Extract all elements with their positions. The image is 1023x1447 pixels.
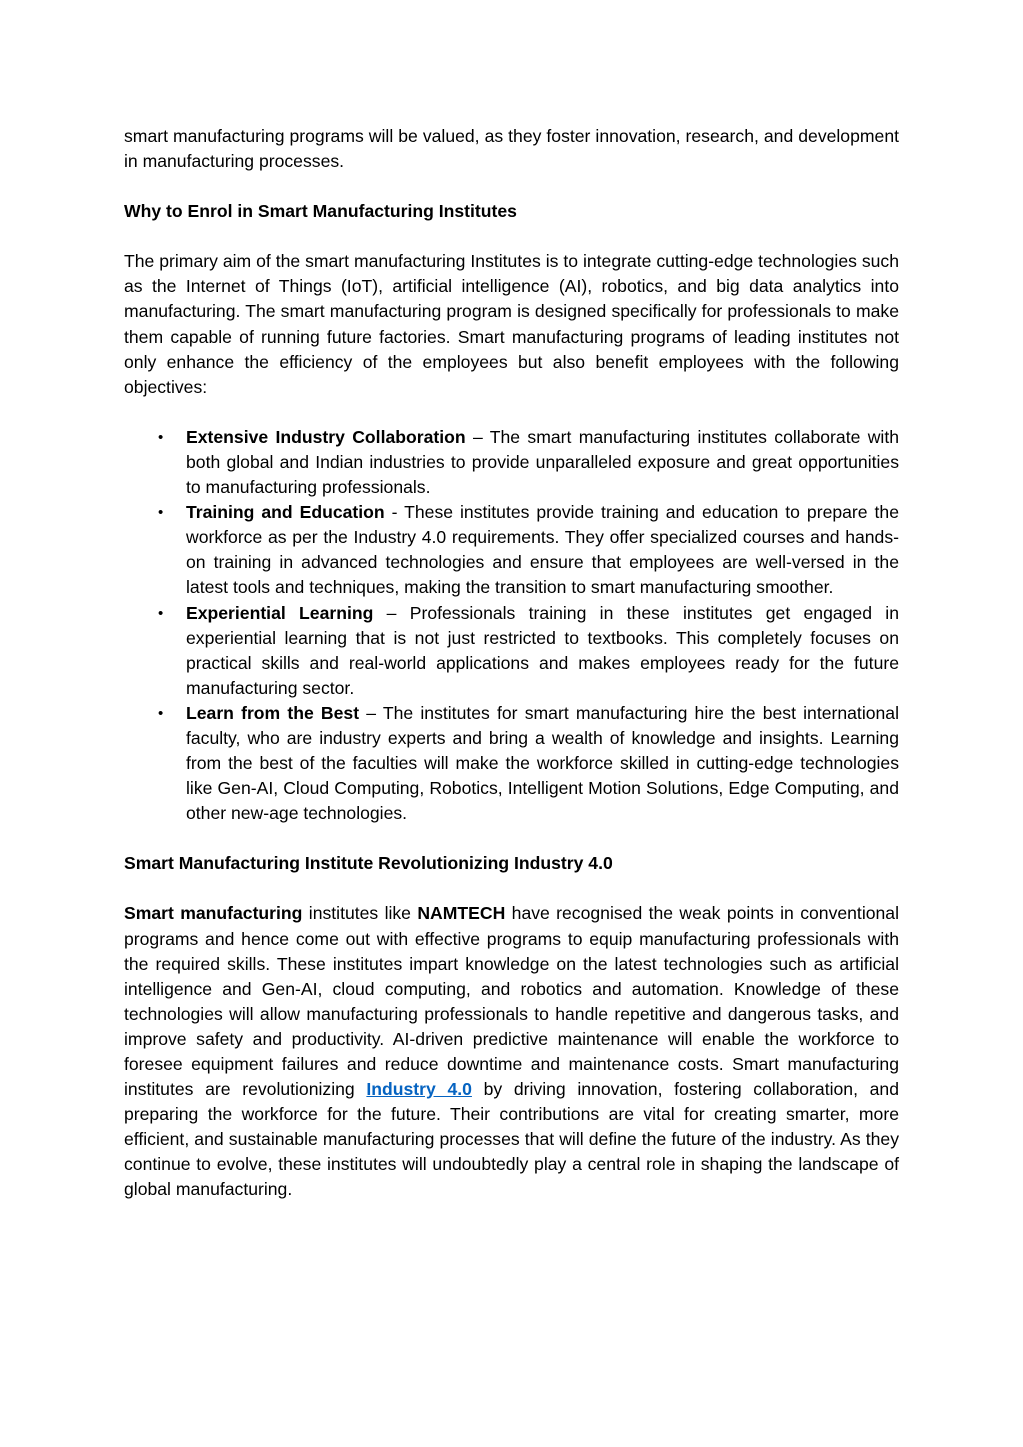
- list-item-text: – Professionals training in these institutes get engaged in experiential learning that is not just restricted to textbooks. This completely focuses on practical skills and real-world applications and makes employees ready for the future manufacturing sector.: [186, 602, 900, 698]
- brand-name: NAMTECH: [417, 903, 506, 924]
- bullet-icon: •: [158, 604, 164, 622]
- list-item-text: – The smart manufacturing institutes collaborate with both global and Indian industries to provide unparalleled exposure and great opportunities to manufacturing professionals.: [186, 426, 899, 498]
- bullet-icon: •: [158, 428, 164, 446]
- bullet-icon: •: [158, 704, 164, 722]
- industry-4-0-link[interactable]: Industry 4.0: [366, 1079, 472, 1100]
- list-item-title: Experiential Learning: [186, 602, 374, 623]
- list-item: [124, 500, 899, 600]
- list-item: [124, 701, 899, 826]
- paragraph-text: institutes like: [302, 903, 418, 924]
- section1-paragraph: The primary aim of the smart manufacturing Institutes is to integrate cutting-edge technologies such as the Internet of Things (IoT), artificial intelligence (AI), robotics, and big data analytics into manufacturing. The smart manufacturing program is designed specifically for professionals to make them capable of running future factories. Smart manufacturing programs of leading institutes not only enhance the efficiency of the employees but also benefit employees with the following objectives:: [124, 251, 899, 397]
- document-page: [124, 124, 899, 1203]
- section-heading-why-enrol: Why to Enrol in Smart Manufacturing Institutes: [124, 201, 517, 222]
- paragraph-text: by driving innovation, fostering collaboration, and preparing the workforce for the future. Their contributions are vital for creating smarter, more efficient, and sustainable manufacturing processes that will define the future of the industry. As they continue to evolve, these institutes will undoubtedly play a central role in shaping the landscape of global manufacturing.: [124, 1079, 899, 1200]
- bullet-icon: •: [158, 504, 164, 522]
- objectives-list: [124, 425, 899, 827]
- bold-lead-text: Smart manufacturing: [124, 903, 303, 924]
- list-item-text: - These institutes provide training and education to prepare the workforce as per the Industry 4.0 requirements. They offer specialized courses and hands-on training in advanced technologies and ensure that employees are well-versed in the latest tools and techniques, making the transition to smart manufacturing smoother.: [186, 502, 899, 598]
- section-heading-revolutionizing: Smart Manufacturing Institute Revolutionizing Industry 4.0: [124, 853, 613, 874]
- list-item: [124, 425, 899, 500]
- section2-paragraph: [124, 901, 899, 1202]
- list-item-title: Training and Education: [186, 502, 385, 523]
- list-item: [124, 601, 899, 701]
- list-item-title: Learn from the Best: [186, 702, 360, 723]
- intro-continuation-paragraph: smart manufacturing programs will be valued, as they foster innovation, research, and development in manufacturing processes.: [124, 126, 899, 172]
- paragraph-text: have recognised the weak points in conventional programs and hence come out with effective programs to equip manufacturing professionals with the required skills. These institutes impart knowledge on the latest technologies such as artificial intelligence and Gen-AI, cloud computing, and robotics and automation. Knowledge of these technologies will allow manufacturing professionals to handle repetitive and dangerous tasks, and improve safety and productivity. AI-driven predictive maintenance will enable the workforce to foresee equipment failures and reduce downtime and maintenance costs. Smart manufacturing institutes are revolutionizing: [124, 903, 899, 1100]
- list-item-text: – The institutes for smart manufacturing hire the best international faculty, who are industry experts and bring a wealth of knowledge and insights. Learning from the best of the faculties will make the workforce skilled in cutting-edge technologies like Gen-AI, Cloud Computing, Robotics, Intelligent Motion Solutions, Edge Computing, and other new-age technologies.: [186, 702, 899, 824]
- list-item-title: Extensive Industry Collaboration: [186, 426, 466, 447]
